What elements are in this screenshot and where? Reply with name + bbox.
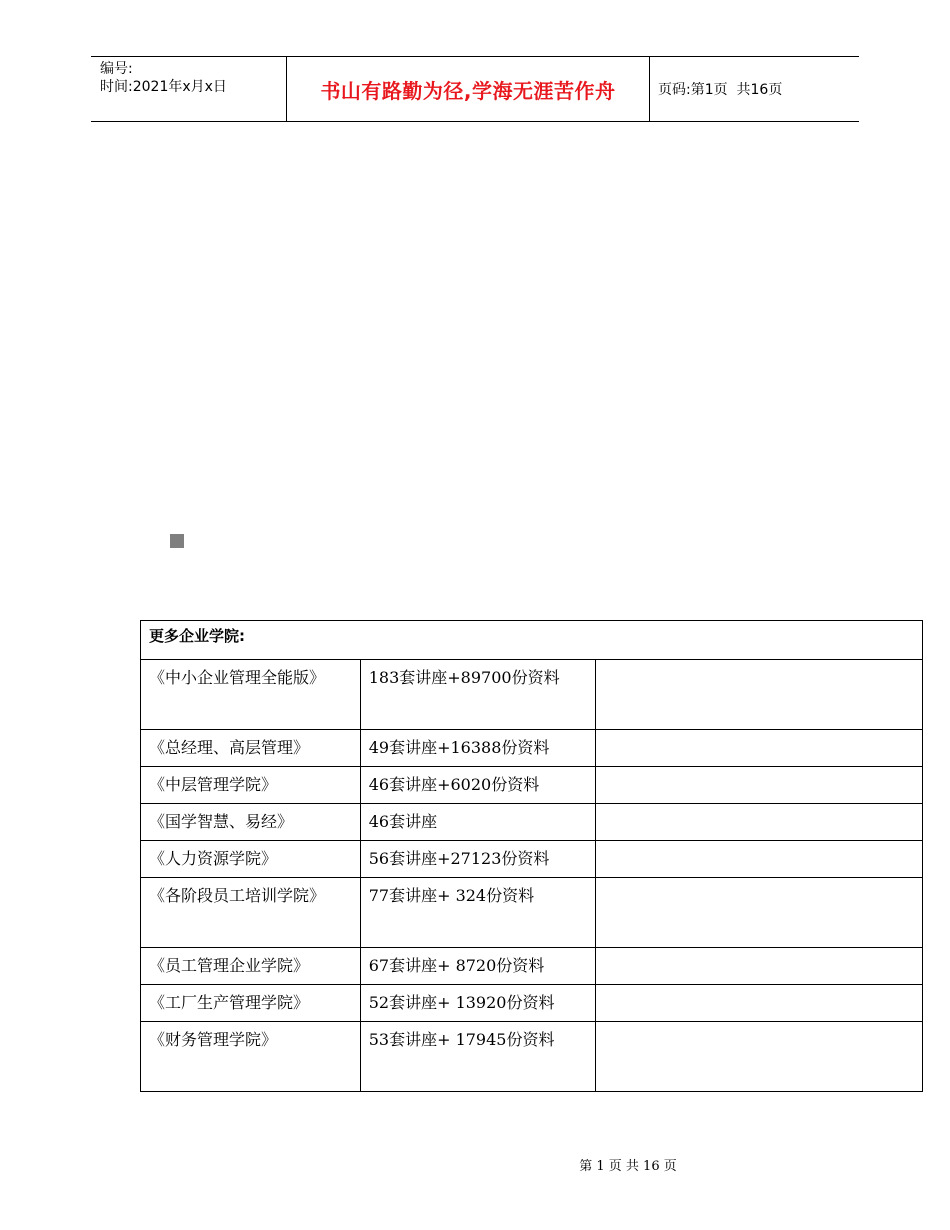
academy-name: 《财务管理学院》 xyxy=(141,1022,361,1092)
academy-name: 《人力资源学院》 xyxy=(141,841,361,878)
academy-content: 77套讲座+ 324份资料 xyxy=(360,878,596,948)
academy-extra xyxy=(596,878,923,948)
table-row xyxy=(141,767,923,804)
table-row xyxy=(141,730,923,767)
header-motto: 书山有路勤为径,学海无涯苦作舟 xyxy=(287,57,650,121)
academy-content: 49套讲座+16388份资料 xyxy=(360,730,596,767)
page-footer: 第 1 页 共 16 页 xyxy=(579,1159,677,1174)
academy-name: 《中小企业管理全能版》 xyxy=(141,660,361,730)
header-page-info xyxy=(650,57,859,121)
academy-content: 67套讲座+ 8720份资料 xyxy=(360,948,596,985)
academy-extra xyxy=(596,841,923,878)
academy-name: 《总经理、高层管理》 xyxy=(141,730,361,767)
academy-content: 56套讲座+27123份资料 xyxy=(360,841,596,878)
table-row xyxy=(141,804,923,841)
academy-extra xyxy=(596,767,923,804)
academy-name: 《中层管理学院》 xyxy=(141,767,361,804)
document-number-label: 编号: xyxy=(100,61,133,77)
academy-name: 《工厂生产管理学院》 xyxy=(141,985,361,1022)
academy-extra xyxy=(596,660,923,730)
academy-content: 46套讲座+6020份资料 xyxy=(360,767,596,804)
academy-name: 《各阶段员工培训学院》 xyxy=(141,878,361,948)
table-row xyxy=(141,1022,923,1092)
table-row xyxy=(141,878,923,948)
table-heading-row xyxy=(141,621,923,660)
academy-extra xyxy=(596,948,923,985)
academy-extra xyxy=(596,730,923,767)
page-header xyxy=(91,56,859,122)
academy-content: 46套讲座 xyxy=(360,804,596,841)
square-bullet-icon xyxy=(170,534,184,548)
academy-extra xyxy=(596,1022,923,1092)
table-row xyxy=(141,985,923,1022)
academy-content: 52套讲座+ 13920份资料 xyxy=(360,985,596,1022)
academy-name: 《国学智慧、易经》 xyxy=(141,804,361,841)
academy-extra xyxy=(596,985,923,1022)
page-info-text: 页码:第1页 共16页 xyxy=(658,82,783,98)
table-row xyxy=(141,841,923,878)
academy-table xyxy=(140,620,923,1092)
academy-extra xyxy=(596,804,923,841)
table-heading: 更多企业学院: xyxy=(141,621,923,660)
academy-content: 183套讲座+89700份资料 xyxy=(360,660,596,730)
academy-content: 53套讲座+ 17945份资料 xyxy=(360,1022,596,1092)
header-meta xyxy=(91,57,287,121)
academy-name: 《员工管理企业学院》 xyxy=(141,948,361,985)
document-time-label: 时间:2021年x月x日 xyxy=(100,79,227,95)
table-row xyxy=(141,948,923,985)
table-row xyxy=(141,660,923,730)
